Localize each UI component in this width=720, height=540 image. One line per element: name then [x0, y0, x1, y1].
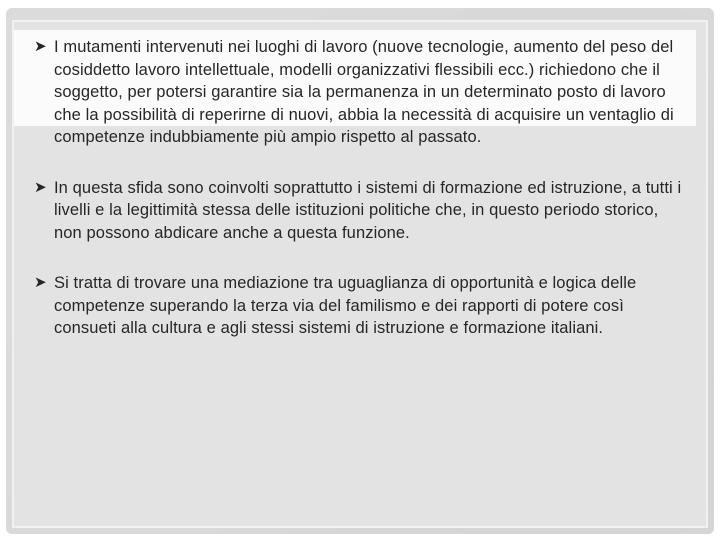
bullet-text: I mutamenti intervenuti nei luoghi di lavoro (nuove tecnologie, aumento del peso del cosiddetto lavoro intellettuale, modelli organizzativi flessibili ecc.) richiedono che il soggetto, per potersi garantire sia la permanenza in un determinato posto di lavoro che la possibilità di reperirne di nuovi, abbia la necessità di acquisire un ventaglio di competenze indubbiamente più ampio rispetto al passato.: [54, 38, 674, 146]
bullet-text: Si tratta di trovare una mediazione tra uguaglianza di opportunità e logica delle competenze superando la terza via del familismo e dei rapporti di potere così consueti alla cultura e agli stessi sistemi di istruzione e formazione italiani.: [54, 274, 637, 337]
arrow-bullet-icon: ➤: [34, 38, 47, 55]
arrow-bullet-icon: ➤: [34, 274, 47, 291]
bullet-text: In questa sfida sono coinvolti soprattutto i sistemi di formazione ed istruzione, a tutti i livelli e la legittimità stessa delle istituzioni politiche che, in questo periodo storico, non possono abdicare anche a questa funzione.: [54, 178, 682, 242]
slide-content: [34, 36, 690, 340]
bullet-item: [34, 36, 690, 149]
arrow-bullet-icon: ➤: [34, 178, 47, 196]
bullet-item: [34, 177, 690, 245]
bullet-item: [34, 272, 690, 340]
